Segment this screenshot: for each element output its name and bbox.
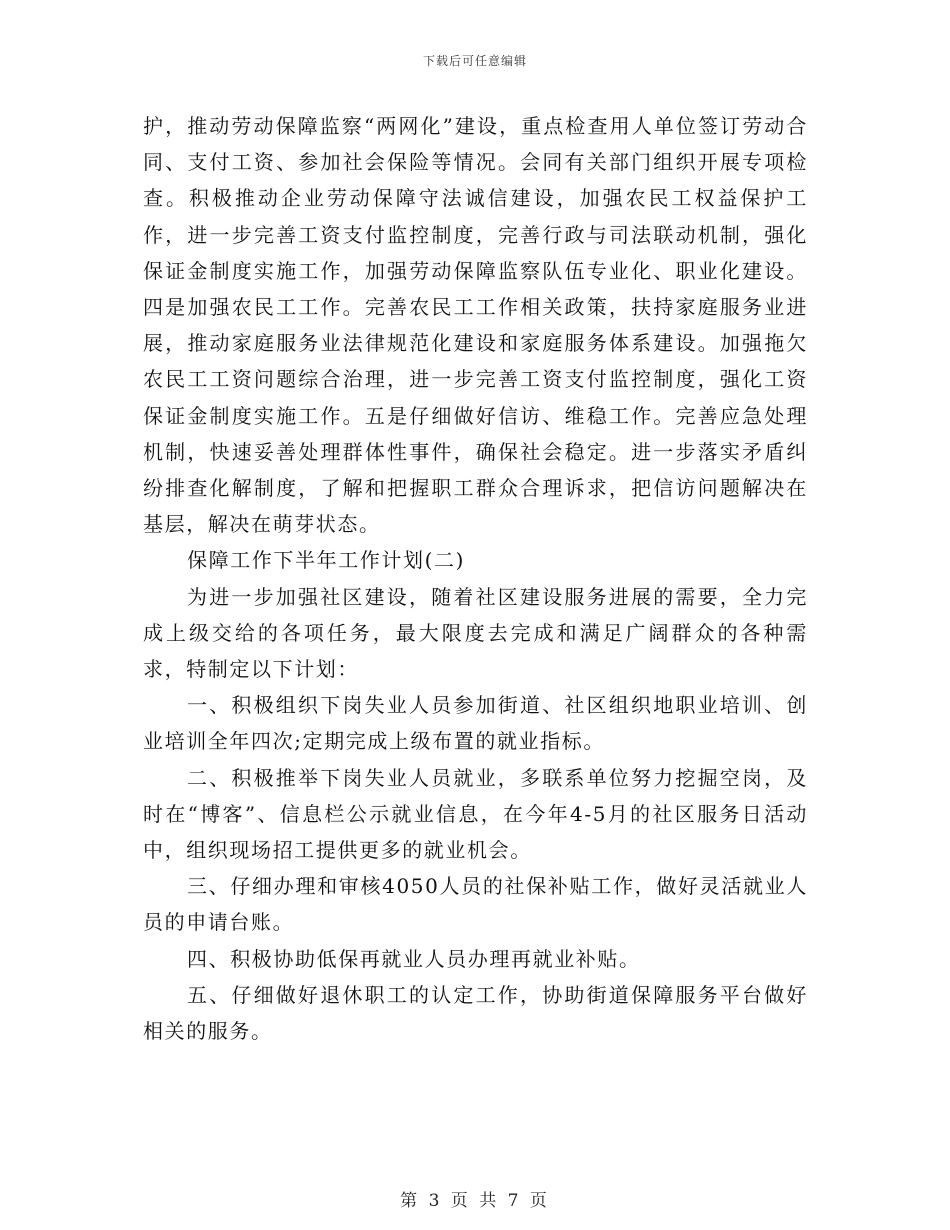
paragraph-item-1: 一、积极组织下岗失业人员参加街道、社区组织地职业培训、创业培训全年四次;定期完成上级布置的就业指标。 — [143, 693, 808, 754]
paragraph-continued: 护，推动劳动保障监察“两网化”建设，重点检查用人单位签订劳动合同、支付工资、参加社会保险等情况。会同有关部门组织开展专项检查。积极推动企业劳动保障守法诚信建设，加强农民工权益保护工作，进一步完善工资支付监控制度，完善行政与司法联动机制，强化保证金制度实施工作，加强劳动保障监察队伍专业化、职业化建设。四是加强农民工工作。完善农民工工作相关政策，扶持家庭服务业进展，推动家庭服务业法律规范化建设和家庭服务体系建设。加强拖欠农民工工资问题综合治理，进一步完善工资支付监控制度，强化工资保证金制度实施工作。五是仔细做好信访、维稳工作。完善应急处理机制，快速妥善处理群体性事件，确保社会稳定。进一步落实矛盾纠纷排查化解制度，了解和把握职工群众合理诉求，把信访问题解决在基层，解决在萌芽状态。 — [143, 114, 808, 537]
paragraph-item-5: 五、仔细做好退休职工的认定工作，协助街道保障服务平台做好相关的服务。 — [143, 982, 808, 1044]
section-title: 保障工作下半年工作计划(二) — [187, 548, 466, 573]
paragraph-item-4: 四、积极协助低保再就业人员办理再就业补贴。 — [187, 946, 641, 971]
paragraph-item-3: 三、仔细办理和审核4050人员的社保补贴工作，做好灵活就业人员的申请台账。 — [143, 874, 808, 935]
paragraph-intro: 为进一步加强社区建设，随着社区建设服务进展的需要，全力完成上级交给的各项任务，最大限度去完成和满足广阔群众的各种需求，特制定以下计划： — [143, 584, 808, 682]
page-number: 第 3 页 共 7 页 — [400, 1191, 550, 1211]
document-body — [143, 108, 808, 1049]
page-header: 下载后可任意编辑 — [422, 54, 527, 68]
paragraph-item-2: 二、积极推举下岗失业人员就业，多联系单位努力挖掘空岗，及时在“博客”、信息栏公示就业信息，在今年4-5月的社区服务日活动中，组织现场招工提供更多的就业机会。 — [143, 765, 808, 863]
